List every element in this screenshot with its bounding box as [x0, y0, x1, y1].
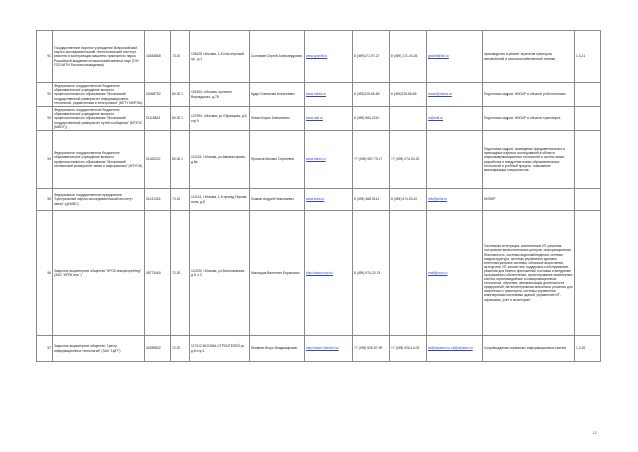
table-cell: [250, 189, 305, 211]
table-cell: [190, 189, 250, 211]
address: 119454, г.Москва, проспект Вернадского, д.78: [191, 90, 233, 99]
okpo-code: 42483888: [146, 54, 161, 59]
activity: Подготовка кадров, НИОКР в области робототехники: [484, 92, 566, 97]
table-cell: [53, 336, 145, 362]
website-link[interactable]: http://www.croc.ru/: [306, 270, 334, 275]
phone: 8 (499)215-65-65: [354, 92, 380, 97]
table-cell: [427, 107, 483, 131]
table-cell: [483, 107, 575, 131]
table-cell: [171, 31, 190, 83]
website-link[interactable]: www.zniis.ru: [306, 197, 325, 202]
table-cell: [575, 211, 601, 336]
email-link[interactable]: cit@cityserv.ru; cit@cityserv.ru: [428, 346, 473, 351]
table-cell: [353, 31, 390, 83]
table-cell: [483, 31, 575, 83]
table-cell: [250, 211, 305, 336]
okved-code: 72.20: [172, 346, 181, 351]
okpo-code: 02068752: [146, 92, 161, 97]
table-cell: [171, 107, 190, 131]
table-cell: [575, 336, 601, 362]
table-cell: [427, 131, 483, 189]
table-cell: [427, 211, 483, 336]
phone: 8 (495) 974-22-74: [354, 270, 381, 275]
table-row: [37, 107, 601, 131]
organizations-table: [36, 30, 601, 362]
table-cell: [171, 131, 190, 189]
head-name: Яковлев Игорь Владимирович: [251, 346, 298, 351]
table-cell: [53, 189, 145, 211]
table-cell: [305, 211, 353, 336]
address: 111033, г.Москва, ул.Волочаевская, д.5, к.3: [191, 268, 246, 277]
table-cell: [483, 211, 575, 336]
table-row: [37, 189, 601, 211]
row-number: 93: [47, 116, 51, 121]
activity: Сопровождение сервисных информационных систем: [484, 346, 566, 351]
organization-name: Закрытое акционерное общество "Центр информационных технологий" (ЗАО "ЦИТ"): [54, 344, 121, 353]
address: 127994, г.Москва, ул.Образцова, д.9, стр.9: [191, 114, 248, 123]
page-number: 12: [592, 430, 597, 435]
activity: Подготовка кадров, НИОКР в области транспорта: [484, 116, 561, 121]
table-cell: [390, 336, 427, 362]
table-cell: [190, 211, 250, 336]
table-cell: [37, 211, 53, 336]
table-cell: [171, 211, 190, 336]
table-cell: [37, 336, 53, 362]
table-cell: [145, 31, 171, 83]
table-row: [37, 31, 601, 83]
table-cell: [575, 131, 601, 189]
table-cell: [353, 107, 390, 131]
table-cell: [575, 83, 601, 107]
table-cell: [390, 189, 427, 211]
table-cell: [353, 131, 390, 189]
okpo-code: 01180222: [146, 157, 161, 162]
activity: Подготовка кадров, проведение фундаментальных и прикладных научных исследований в области инфокоммуникационных технологий и систем связи, разработка и внедрение новых образовательных технологий в учебный процесс, повышение квалификации специалистов: [484, 147, 566, 172]
table-cell: [53, 131, 145, 189]
address: 117312 МОСКВА СТРОИТЕЛЕЙ ул. д.8 стр.1: [191, 344, 246, 353]
row-number: 97: [47, 346, 51, 351]
table-cell: [145, 131, 171, 189]
table-cell: [427, 189, 483, 211]
table-cell: [171, 83, 190, 107]
organization-name: Федеральное государственное бюджетное образовательное учреждение высшего профессионального образования "Московский технический университет связи и информатики" (МТУСИ): [54, 151, 143, 168]
table-row: [37, 211, 601, 336]
table-cell: [305, 31, 353, 83]
address: 109428 г.Москва, 1-й Институтский пр., д.1: [191, 52, 245, 61]
table-cell: [353, 336, 390, 362]
organization-name: Государственное научное учреждение Всероссийский научно-исследовательский технологический институт ремонта и эксплуатации машинно-тракторного парка Российской академии сельскохозяйственных наук (ГНУ ГОСНИТИ Россельхозакадемии): [54, 46, 140, 67]
table-cell: [483, 131, 575, 189]
table-cell: [390, 107, 427, 131]
phone: 8 (495) 368-9141: [354, 197, 380, 202]
organization-name: Закрытое акционерное общество "КРОК инкорпорейтед" (ЗАО "КРОК инк."): [54, 268, 141, 277]
okpo-code: 01115843: [146, 116, 161, 121]
table-cell: [171, 189, 190, 211]
table-cell: [190, 131, 250, 189]
table-cell: [353, 83, 390, 107]
phone: +7 (495) 957-79-17: [354, 157, 383, 162]
organization-name: Федеральное государственное предприятие "Центральный научно-исследовательский институт связи" (ЦНИИС): [54, 193, 133, 206]
email-link[interactable]: tu@miit.ru: [428, 116, 444, 121]
table-cell: [145, 83, 171, 107]
table-cell: [390, 83, 427, 107]
table-cell: [575, 107, 601, 131]
table-cell: [305, 336, 353, 362]
row-number: 94: [47, 157, 51, 162]
row-number: 92: [47, 92, 51, 97]
table-cell: [37, 31, 53, 83]
table-cell: [353, 189, 390, 211]
website-link[interactable]: www.mtuci.ru: [306, 157, 326, 162]
table-cell: [250, 31, 305, 83]
table-cell: [427, 336, 483, 362]
phone: 8 (499)171-97-27: [354, 54, 380, 59]
head-name: Левин Борис Алексеевич: [251, 116, 290, 121]
fax: 8 (495) 674-00-67: [391, 197, 418, 202]
activity: производство и ремонт агрегатов тракторов, автомобилей и сельскохозяйственной техники: [484, 52, 556, 61]
table-cell: [190, 107, 250, 131]
table-cell: [37, 131, 53, 189]
table-cell: [250, 336, 305, 362]
address: 111024, г.Москва, ул.Авиамоторная, д.8а: [191, 155, 246, 164]
table-cell: [190, 83, 250, 107]
address: 111141, г.Москва, 1-й проезд Перова поля, д.8: [191, 195, 247, 204]
table-cell: [145, 211, 171, 336]
table-cell: [145, 107, 171, 131]
okved-code: 80.30.1: [172, 157, 183, 162]
table-cell: [250, 131, 305, 189]
organization-name: Федеральное государственное бюджетное образовательное учреждение высшего профессионального образования "Московский государственный университет информационных технологий, радиотехники и электроники" (МГТУ МИРЭА): [54, 84, 143, 105]
row-number: 95: [47, 197, 51, 202]
website-link[interactable]: www.miit.ru: [306, 116, 323, 121]
table-cell: [390, 31, 427, 83]
fax: 8 (499)215-65-65: [391, 92, 417, 97]
head-name: Мясоедов Валентин Борисович: [251, 270, 300, 275]
head-name: Ложкин Андрей Николаевич: [251, 197, 294, 202]
table-row: [37, 83, 601, 107]
table-cell: [53, 107, 145, 131]
website-link[interactable]: www.mirea.ru: [306, 92, 326, 97]
table-cell: [353, 211, 390, 336]
okved-code: 73.10: [172, 197, 181, 202]
table-row: [37, 336, 601, 362]
table-cell: [483, 189, 575, 211]
row-number: 96: [47, 270, 51, 275]
activity: НИОКР: [484, 197, 496, 202]
table-cell: [37, 189, 53, 211]
okpo-code: 48773460: [146, 270, 161, 275]
table-cell: [483, 83, 575, 107]
fax: +7 (495) 274-00-32: [391, 157, 420, 162]
email-link[interactable]: info@zniis.ru: [428, 197, 448, 202]
phone: +7 (495) 926-57-99: [354, 346, 383, 351]
table-cell: [390, 131, 427, 189]
fax: +7 (495) 926-10-09: [391, 346, 420, 351]
email-link[interactable]: mail@croc.ru: [428, 270, 448, 275]
okved-code: 73.10: [172, 54, 181, 59]
activity: Системная интеграция, комплексные ИТ-решения: построение вычислительных центров, информационная безопасность, системы видеонаблюдения, сетевая инфраструктура, системы управления зданием, интеллектуальные системы, облачные вычисления, аутсорсинг, ИТ-консалтинг, поддержка и обслуживание, решения для бизнес-приложений, поставка и внедрение программного обеспечения, проектирование инженерных систем, мультимедийные и коммуникационные технологии, обучение, автоматизация деятельности предприятий, интеллектуальная аналитика, решения для энергетики и транспорта, системы управления инженерными системами зданий, управление ИТ-сервисами, учёт и мониторинг: [484, 244, 573, 302]
website-link[interactable]: http://www.i-tcenter.ru/: [306, 346, 339, 351]
activity-codes: 1,3,20: [576, 346, 586, 351]
table-cell: [37, 107, 53, 131]
activity-codes: 1,4,21: [576, 54, 586, 59]
okved-code: 80.30.1: [172, 92, 183, 97]
table-cell: [190, 31, 250, 83]
table-cell: [575, 189, 601, 211]
table-cell: [190, 336, 250, 362]
table-cell: [305, 189, 353, 211]
email-link[interactable]: gosniti@list.ru: [428, 54, 449, 59]
table-cell: [390, 211, 427, 336]
okved-code: 72.20: [172, 270, 181, 275]
table-row: [37, 131, 601, 189]
website-link[interactable]: www.gosniti.ru: [306, 54, 328, 59]
table-cell: [145, 189, 171, 211]
table-cell: [575, 31, 601, 83]
table-cell: [483, 336, 575, 362]
table-cell: [53, 31, 145, 83]
row-number: 91: [47, 54, 51, 59]
table-cell: [37, 83, 53, 107]
table-cell: [250, 83, 305, 107]
okpo-code: 40289802: [146, 346, 161, 351]
table-cell: [145, 336, 171, 362]
table-cell: [171, 336, 190, 362]
okved-code: 80.30.1: [172, 116, 183, 121]
table-cell: [250, 107, 305, 131]
email-link[interactable]: rector@mirea.ru: [428, 92, 452, 97]
head-name: Соловьев Сергей Александрович: [251, 54, 303, 59]
table-cell: [53, 83, 145, 107]
fax: 8 (499) 171-43-25: [391, 54, 418, 59]
organization-name: Федеральное государственное бюджетное образовательное учреждение высшего профессионального образования "Московский государственный университет путей сообщения" (МГУПС (МИИТ)): [54, 108, 143, 129]
okpo-code: 01131326: [146, 197, 161, 202]
table-cell: [427, 31, 483, 83]
head-name: Ярлыков Михаил Сергеевич: [251, 157, 295, 162]
table-cell: [305, 131, 353, 189]
table-cell: [305, 107, 353, 131]
phone: 8 (495) 684-2210: [354, 116, 380, 121]
table-cell: [53, 211, 145, 336]
table-cell: [305, 83, 353, 107]
head-name: Кудж Станислав Алексеевич: [251, 92, 295, 97]
table-cell: [427, 83, 483, 107]
